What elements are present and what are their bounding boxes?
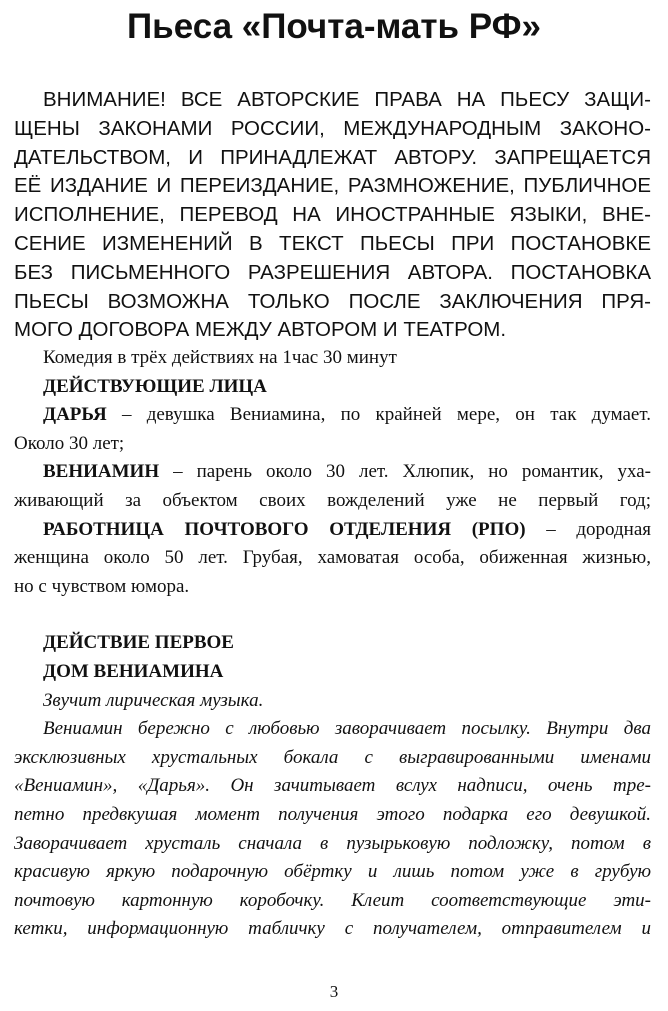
stage-direction-line: петно предвкушая момент получения этого подарка его девушкой. xyxy=(14,803,651,825)
copyright-line: ВНИМАНИЕ! ВСЕ АВТОРСКИЕ ПРАВА НА ПЬЕСУ ЗАЩИ- xyxy=(43,88,651,111)
character-name: ДАРЬЯ xyxy=(43,404,107,426)
stage-direction-line: кетки, информационную табличку с получателем, отправителем и xyxy=(14,918,651,940)
scene-heading: ДОМ ВЕНИАМИНА xyxy=(43,660,224,682)
stage-direction-line: эксклюзивных хрустальных бокала с выгравированными именами xyxy=(14,746,651,768)
copyright-line: СЕНИЕ ИЗМЕНЕНИЙ В ТЕКСТ ПЬЕСЫ ПРИ ПОСТАНОВКЕ xyxy=(14,231,651,255)
copyright-line: БЕЗ ПИСЬМЕННОГО РАЗРЕШЕНИЯ АВТОРА. ПОСТАНОВКА xyxy=(14,260,651,284)
copyright-line: ПЬЕСЫ ВОЗМОЖНА ТОЛЬКО ПОСЛЕ ЗАКЛЮЧЕНИЯ ПРЯ- xyxy=(14,289,651,313)
copyright-line: МОГО ДОГОВОРА МЕЖДУ АВТОРОМ И ТЕАТРОМ. xyxy=(14,318,507,342)
page-title: Пьеса «Почта-мать РФ» xyxy=(127,7,541,46)
character-darya-cont: Около 30 лет; xyxy=(14,432,125,454)
character-rpo xyxy=(14,516,651,545)
stage-direction-line: Заворачивает хрусталь сначала в пузырьковую подложку, потом в xyxy=(14,832,651,854)
genre-line: Комедия в трёх действиях на 1час 30 минут xyxy=(43,347,397,368)
stage-direction-line: почтовую картонную коробочку. Клеит соответствующие эти- xyxy=(14,889,651,911)
copyright-line: ЩЕНЫ ЗАКОНАМИ РОССИИ, МЕЖДУНАРОДНЫМ ЗАКОНО- xyxy=(14,116,651,140)
stage-direction: Звучит лирическая музыка. xyxy=(43,689,264,711)
play-body xyxy=(14,344,651,944)
section-gap xyxy=(14,601,651,629)
character-description: – девушка Вениамина, по крайней мере, он так думает. xyxy=(106,404,651,426)
character-description: – дородная xyxy=(525,518,651,540)
copyright-line: ДАТЕЛЬСТВОМ, И ПРИНАДЛЕЖАТ АВТОРУ. ЗАПРЕЩАЕТСЯ xyxy=(14,145,651,169)
stage-direction-line: красивую яркую подарочную обёртку и лишь потом уже в грубую xyxy=(14,861,651,883)
character-rpo-cont: но с чувством юмора. xyxy=(14,575,190,597)
characters-heading: ДЕЙСТВУЮЩИЕ ЛИЦА xyxy=(43,375,267,397)
character-description: – парень около 30 лет. Хлюпик, но романтик, уха- xyxy=(159,461,651,483)
page-number: 3 xyxy=(329,982,339,1001)
character-darya xyxy=(14,401,651,430)
character-name: ВЕНИАМИН xyxy=(43,461,160,483)
character-veniamin-cont: живающий за объектом своих вожделений уже не первый год; xyxy=(14,489,651,511)
act-heading: ДЕЙСТВИЕ ПЕРВОЕ xyxy=(43,632,234,654)
character-veniamin xyxy=(14,458,651,487)
character-rpo-cont: женщина около 50 лет. Грубая, хамоватая особа, обиженная жизнью, xyxy=(14,547,651,569)
copyright-line: ИСПОЛНЕНИЕ, ПЕРЕВОД НА ИНОСТРАННЫЕ ЯЗЫКИ, ВНЕ- xyxy=(14,203,651,227)
copyright-line: ЕЁ ИЗДАНИЕ И ПЕРЕИЗДАНИЕ, РАЗМНОЖЕНИЕ, ПУБЛИЧНОЕ xyxy=(14,174,651,198)
character-name: РАБОТНИЦА ПОЧТОВОГО ОТДЕЛЕНИЯ (РПО) xyxy=(43,518,526,540)
stage-direction-line: «Вениамин», «Дарья». Он зачитывает вслух надписи, очень тре- xyxy=(14,775,651,797)
stage-direction-line: Вениамин бережно с любовью заворачивает посылку. Внутри два xyxy=(43,718,651,740)
copyright-notice xyxy=(14,86,651,345)
